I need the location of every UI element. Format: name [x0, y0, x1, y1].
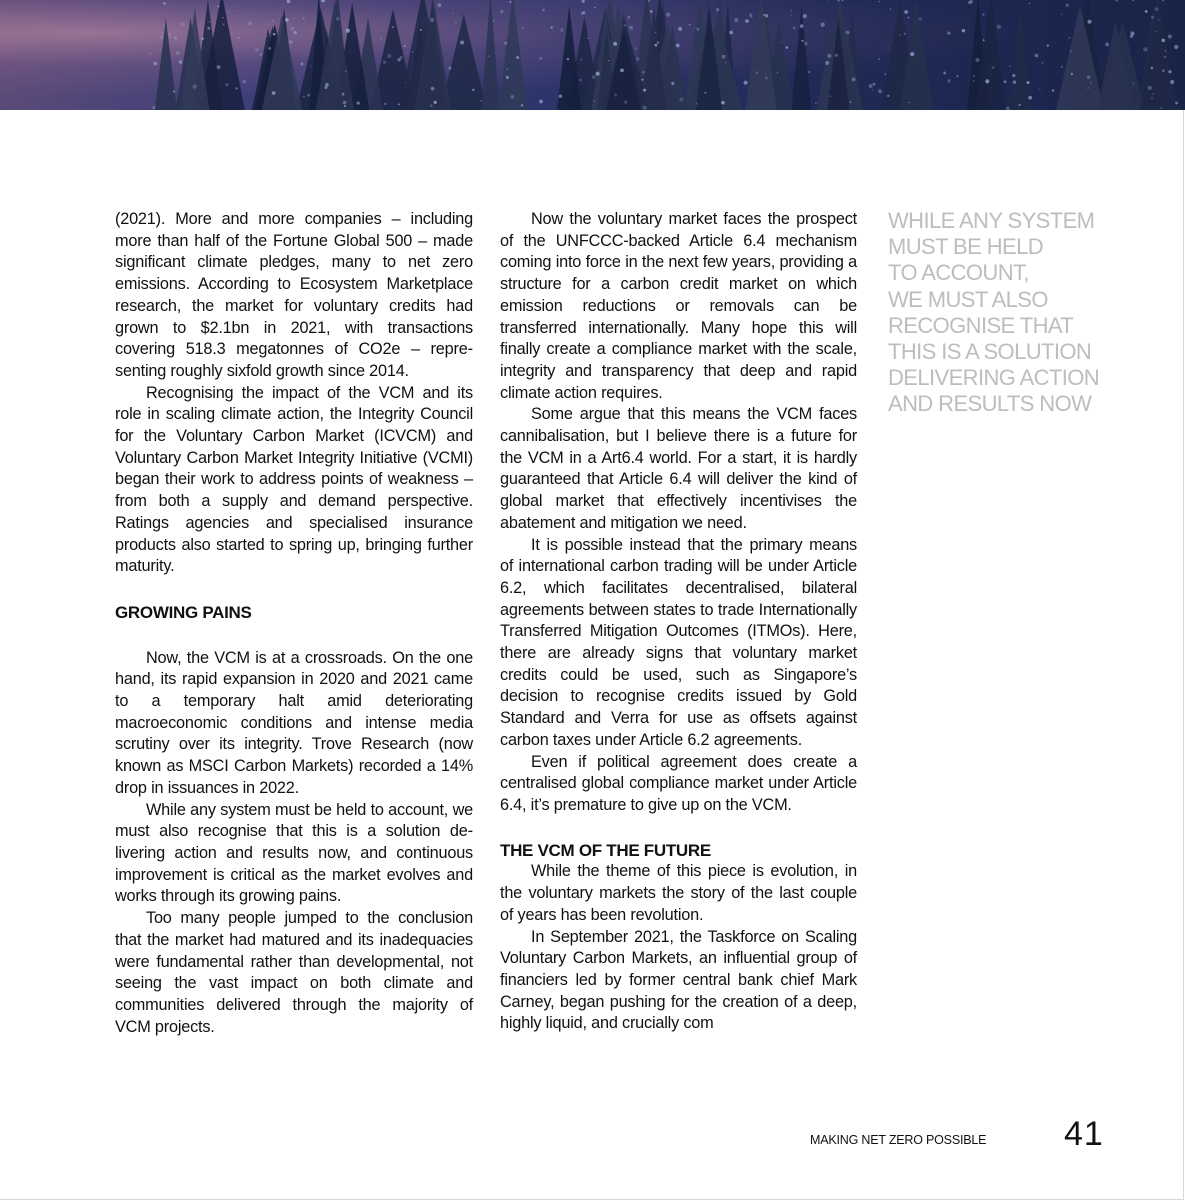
pull-quote-line: RECOGNISE THAT — [888, 312, 1074, 338]
paragraph: Some argue that this means the VCM faces cannibalisation, but I believe there is a future for the VCM in a Art6.4 world. For a start, it is hardly guaranteed that Article 6.4 will deliver the kind of global market that effectively incentivises the abatement and mitigation we need. — [500, 405, 857, 532]
paragraph: Recognising the impact of the VCM and its role in scaling climate action, the Integrity Council for the Voluntary Carbon Market (ICVCM) and Voluntary Carbon Market Integrity Initiative (VCMI) began their work to address points of weakness – from both a supply and demand perspective. Ratings agencies and specialised insurance products also started to spring up, bringing further maturity. — [115, 383, 473, 576]
section-heading: GROWING PAINS — [115, 602, 252, 622]
pull-quote-line: DELIVERING ACTION — [888, 365, 1100, 391]
pull-quote-line: MUST BE HELD — [888, 234, 1043, 260]
page-number: 41 — [1064, 1115, 1104, 1153]
paragraph: (2021). More and more companies – including more than half of the Fortune Global 500 – made significant climate pledges, many to net zero emissions. According to Ecosystem Marketplace research, the market for voluntary credits had grown to $2.1bn in 2021, with transactions covering 518.3 megatonnes of CO2e – representing roughly sixfold growth since 2014. — [115, 210, 473, 380]
forest-illustration — [0, 0, 1185, 110]
pull-quote-line: TO ACCOUNT, — [888, 260, 1029, 286]
paragraph: It is possible instead that the primary means of international carbon trading will be under Article 6.2, which facilitates decentralised, bilateral agreements between states to trade Internationally Transferred Mitigation Outcomes (ITMOs). Here, there are already signs that voluntary market credits could be used, such as Singapore’s decision to recognise credits issued by Gold Standard and Verra for use as offsets against carbon taxes under Article 6.2 agreements. — [500, 535, 857, 749]
article-column-2 — [500, 209, 857, 1035]
paragraph: Even if political agreement does create a centralised global compliance market under Article 6.4, it’s premature to give up on the VCM. — [500, 752, 857, 814]
paragraph: Now the voluntary market faces the prospect of the UNFCCC-backed Article 6.4 mechanism coming into force in the next few years, providing a structure for a carbon credit market on which emission reductions or removals can be transferred internationally. Many hope this will finally create a compliance market with the scale, integrity and transparency that deep and rapid climate action requires. — [500, 210, 857, 402]
pull-quote-line: AND RESULTS NOW — [888, 391, 1092, 417]
paragraph: In September 2021, the Taskforce on Scaling Voluntary Carbon Markets, an influential group of financiers led by former central bank chief Mark Carney, began pushing for the creation of a deep, highly liquid, and crucially com — [500, 927, 857, 1033]
pull-quote-line: WE MUST ALSO — [888, 286, 1048, 312]
paragraph: While any system must be held to account, we must also recognise that this is a solution delivering action and results now, and continuous improvement is critical as the market evolves and works through its growing pains. — [115, 800, 473, 906]
header-photo — [0, 0, 1185, 110]
article-column-1 — [115, 209, 473, 1038]
pull-quote-line: THIS IS A SOLUTION — [888, 339, 1092, 365]
running-footer-title: MAKING NET ZERO POSSIBLE — [810, 1133, 987, 1147]
paragraph: Now, the VCM is at a crossroads. On the one hand, its rapid expansion in 2020 and 2021 came to a temporary halt amid deteriorating macroeconomic conditions and intense media scrutiny over its integrity. Trove Research (now known as MSCI Carbon Markets) recorded a 14% drop in issuances in 2022. — [115, 648, 473, 797]
paragraph: While the theme of this piece is evolution, in the voluntary markets the story of the last couple of years has been revolution. — [500, 862, 857, 924]
pull-quote — [888, 208, 1118, 418]
pull-quote-line: WHILE ANY SYSTEM — [888, 208, 1095, 233]
paragraph: Too many people jumped to the conclusion that the market had matured and its inadequacies were fundamental rather than developmental, not seeing the vast impact on both climate and communities delivered through the majority of VCM projects. — [115, 909, 473, 1036]
section-heading: THE VCM OF THE FUTURE — [500, 840, 711, 860]
